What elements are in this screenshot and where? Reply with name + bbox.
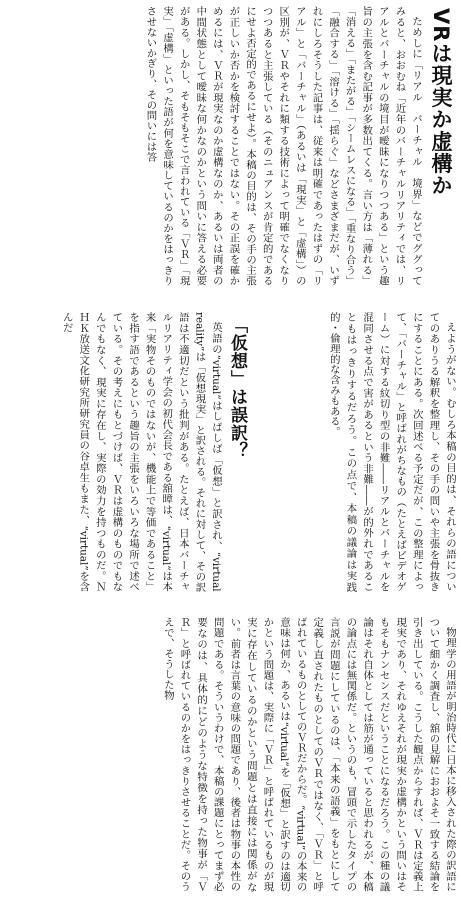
- body-text-block: [3, 617, 458, 892]
- body-paragraph: えようがない。むしろ本稿の目的は、それらの語についてのありうる解釈を整理し、その手の問いや主張を骨抜きにすることにある。次回述べる予定だが、この整理によって、「バーチャル」と呼ばれがちなもの（たとえばビデオゲーム）に対する紋切り型の非難――リアルとバーチャルを混同させる点で害があるという非難――が的外れであることもはっきりするだろう。この点で、本稿の議論は実践的・倫理的な含みもある。: [327, 312, 456, 592]
- body-text-block: [4, 6, 424, 286]
- body-paragraph: ためしに「リアル バーチャル 境界」などでググってみると、おおむね「近年のバーチャルリアリティでは、リアルとバーチャルの境目が曖昧になりつつある」という趣旨の主張を含む記事が多数出てくる。言い方は「薄れる」「消える」「またがる」「シームレスになる」「重なり合う」「融合する」「溶ける」「揺らぐ」などさまざまだが、いずれにしろそうした記事は、従来は明確であったはずの「リアル」と「バーチャル」（あるいは「現実」と「虚構」）の区別が、ＶＲやそれに類する技術によって明確でなくなりつつあると主張している（そのニュアンスが肯定的であるにせよ否定的であるにせよ）。本稿の目的は、その手の主張が正しいか否かを検討することではない。その正誤を確かめるには、ＶＲが現実なのか虚構なのか、あるいは両者の中間状態として曖昧な何かなのかという問いに答える必要がある。しかし、そもそもそこで言われている「ＶＲ」「現実」「虚構」といった語が何を意味しているのかをはっきりさせないかぎり、その問いには答: [144, 6, 422, 286]
- article-section-middle: [3, 312, 458, 592]
- article-section-top: [3, 6, 458, 286]
- section-heading: 「仮想」は誤訳？: [227, 316, 247, 460]
- body-text-block: [253, 312, 458, 592]
- article-title: VRは現実か虚構か: [429, 8, 453, 197]
- body-paragraph: 物理学の用語が明治時代に日本に移入された際の訳語について細かく調査し、舘の見解におおよそ一致する結論を引き出している。こうした観点からすれば、ＶＲは定義上現実であり、それゆえそれが現実か虚構かという問いはそもそもナンセンスだということになるだろう。この種の議論はそれ自体としては筋が通っていると思われるが、本稿の論点には無関係だ。というのも、冒頭で示したタイプの言説が問題にしているのは、「本来の語義」をもとにして定義し直されたものとしてのＶＲではなく、「ＶＲ」と呼ばれているものとしてのＶＲだからだ。“virtual”の本来の意味は何か、あるいは“virtual”を「仮想」と訳すのは適切かという問題は、実際に「ＶＲ」と呼ばれているものが現実に存在しているのかという問題とは直接には関係がない。前者は言葉の意味の問題であり、後者は物事の本性の問題である。そういうわけで、本稿の課題にとってまず必要なのは、具体的にどのような特徴を持った物事が「ＶＲ」と呼ばれているのかをはっきりさせることだ。そのうえで、そうした物: [161, 617, 456, 892]
- article-section-bottom: [3, 617, 458, 892]
- body-text-block: [3, 312, 224, 592]
- body-paragraph: 英語の“virtual”はしばしば「仮想」と訳され、“virtual reality”は「仮想現実」と訳される。それに対して、その訳語は不適切だという批判がある。たとえば、日本バーチャルリアリティ学会の初代会長である舘暲は、“virtual”は本来「実物そのものではないが、機能上で等価であること」を指す語であるという趣旨の主張をいろいろな場所で述べている。その考えにもとづけば、ＶＲは虚構のものでもなんでもなく、現実に存在し、実際の効力を持つものだ。ＮＨＫ放送文化研究所研究員の谷卓生もまた、“virtual”を含んだ: [60, 312, 222, 592]
